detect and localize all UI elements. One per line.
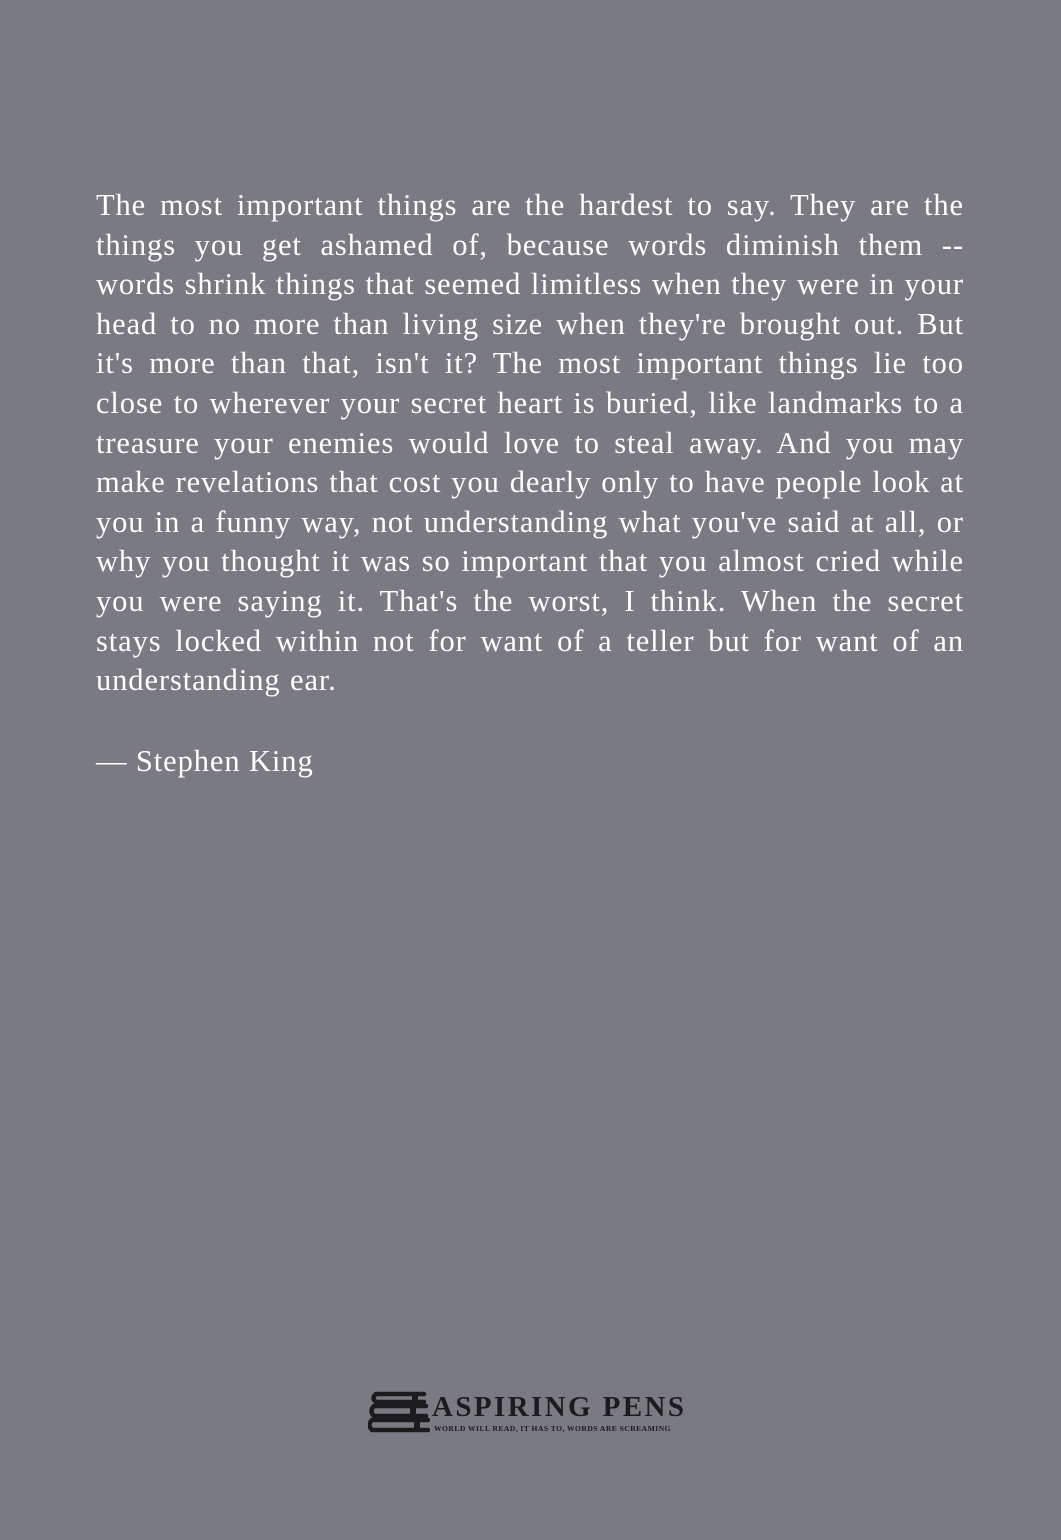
brand-tagline: WORLD WILL READ, IT HAS TO, WORDS ARE SCREAMING	[434, 1424, 671, 1433]
quote-block	[96, 186, 964, 781]
book-stack-icon	[368, 1388, 430, 1434]
quote-author: ― Stephen King	[96, 743, 314, 778]
brand-logo	[368, 1388, 708, 1436]
brand-title: ASPIRING PENS	[432, 1391, 687, 1423]
quote-text: The most important things are the hardest to say. They are the things you get ashamed of, because words diminish them -- words shrink things that seemed limitless when they were in your head to no more than living size when they're brought out. But it's more than that, isn't it? The most important things lie too close to wherever your secret heart is buried, like landmarks to a treasure your enemies would love to steal away. And you may make revelations that cost you dearly only to have people look at you in a funny way, not understanding what you've said at all, or why you thought it was so important that you almost cried while you were saying it. That's the worst, I think. When the secret stays locked within not for want of a teller but for want of an understanding ear.	[96, 188, 964, 698]
